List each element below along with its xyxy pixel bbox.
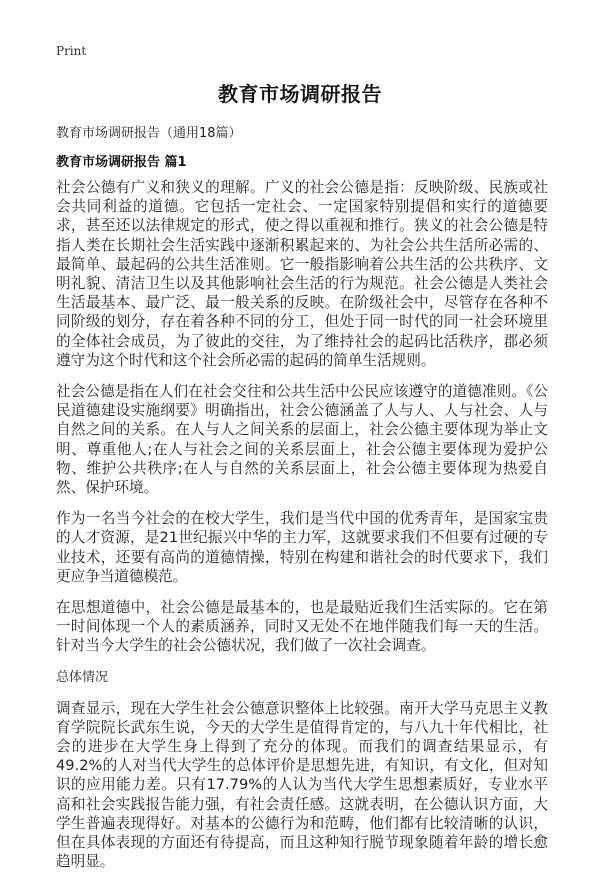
print-link[interactable]: Print [56, 44, 87, 58]
section-heading: 教育市场调研报告 篇1 [56, 155, 187, 170]
page-title: 教育市场调研报告 [218, 82, 382, 106]
paragraph-survey-results: 调查显示，现在大学生社会公德意识整体上比较强。南开大学马克思主义教育学院院长武东生说，今天的大学生是值得肯定的，与八九十年代相比，社会的进步在大学生身上得到了充分的体现。而我们的调查结果显示，有49.2%的人对当代大学生的总体评价是思想先进，有知识，有文化，但对知识的应用能力差。只有17.79%的人认为当代大学生思想素质好，专业水平高和社会实践报告能力强，有社会责任感。这就表明，在公德认识方面，大学生普遍表现得好。对基本的公德行为和范畴，他们都有比较清晰的认识，但在具体表现的方面还有待提高，而且这种知行脱节现象随着年龄的增长愈趋明显。 [56, 699, 548, 871]
paragraph-survey-introduction: 在思想道德中，社会公德是最基本的，也是最贴近我们生活实际的。它在第一时间体现一个人的素质涵养，同时又无处不在地伴随我们每一天的生活。针对当今大学生的社会公德状况，我们做了一次社会调查。 [56, 599, 548, 655]
paragraph-social-morality-definition: 社会公德有广义和狭义的理解。广义的社会公德是指：反映阶级、民族或社会共同利益的道德。它包括一定社会、一定国家特别提倡和实行的道德要求，甚至还以法律规定的形式，使之得以重视和推行。狭义的社会公德是特指人类在长期社会生活实践中逐渐积累起来的、为社会公共生活所必需的、最简单、最起码的公共生活准则。它一般指影响着公共生活的公共秩序、文明礼貌、清洁卫生以及其他影响社会生活的行为规范。社会公德是人类社会生活最基本、最广泛、最一般关系的反映。在阶级社会中，尽管存在各种不同阶级的划分，存在着各种不同的分工，但处于同一时代的同一社会环境里的全体社会成员，为了彼此的交往，为了维持社会的起码比活秩序，郡必须遵守为这个时代和这个社会所必需的起码的简单生活规则。 [56, 179, 548, 369]
overview-label: 总体情况 [56, 669, 109, 685]
article-body [56, 178, 548, 884]
paragraph-citizen-morality-outline: 社会公德是指在人们在社会交往和公共生活中公民应该遵守的道德准则。《公民道德建设实施纲要》明确指出，社会公德涵盖了人与人、人与社会、人与自然之间的关系。在人与人之间关系的层面上，社会公德主要体现为举止文明、尊重他人;在人与社会之间的关系层面上，社会公德主要体现为爱护公物、维护公共秩序;在人与自然的关系层面上，社会公德主要体现为热爱自然、保护环境。 [56, 383, 548, 497]
document-subtitle: 教育市场调研报告（通用18篇） [56, 126, 242, 141]
paragraph-college-students-role: 作为一名当今社会的在校大学生，我们是当代中国的优秀青年，是国家宝贵的人才资源，是21世纪振兴中华的主力军，这就要求我们不但要有过硬的专业技术，还要有高尚的道德情操，特别在构建和谐社会的时代要求下，我们更应争当道德模范。 [56, 510, 548, 585]
